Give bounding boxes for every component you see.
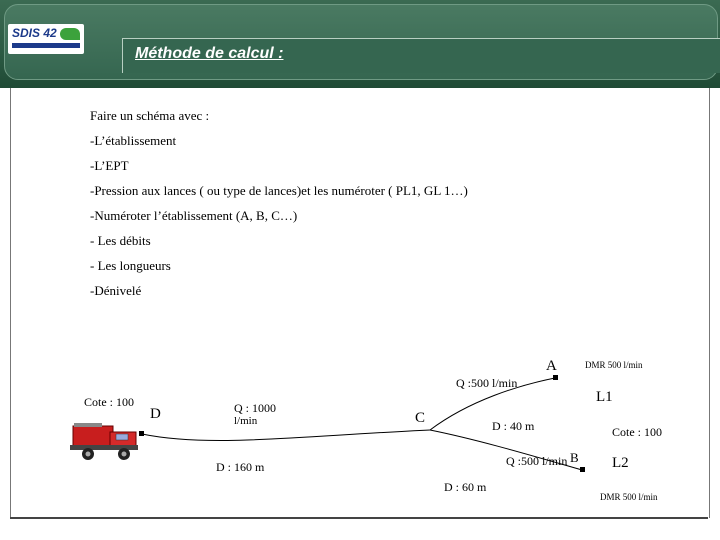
point-d-label: D xyxy=(150,406,161,422)
dmr-b-label: DMR 500 l/min xyxy=(600,492,658,502)
point-c-label: C xyxy=(415,410,426,426)
logo-text: SDIS 42 xyxy=(12,26,57,40)
list-item: -L’établissement xyxy=(90,133,177,148)
list-item: -Pression aux lances ( ou type de lances)et les numéroter ( PL1, GL 1…) xyxy=(90,183,468,198)
page-title: Méthode de calcul : xyxy=(135,45,284,62)
cote-right: Cote : 100 xyxy=(612,425,662,439)
cote-left: Cote : 100 xyxy=(84,395,134,409)
list-item: - Les débits xyxy=(90,233,151,248)
l2-label: L2 xyxy=(612,455,629,471)
list-item: -Numéroter l’établissement (A, B, C…) xyxy=(90,208,298,223)
point-a-label: A xyxy=(546,358,557,374)
nozzle-b xyxy=(580,467,585,472)
truck-connector xyxy=(139,431,144,436)
d-a-label: D : 40 m xyxy=(492,419,535,433)
fire-truck-icon xyxy=(70,423,138,460)
l1-label: L1 xyxy=(596,389,613,405)
list-item: -Dénivelé xyxy=(90,283,142,298)
list-item: Faire un schéma avec : xyxy=(90,108,210,123)
list-item: -L’EPT xyxy=(90,158,129,173)
q-main-label: Q : 1000 xyxy=(234,401,276,415)
q-a-label: Q :500 l/min xyxy=(456,376,518,390)
d-b-label: D : 60 m xyxy=(444,480,487,494)
d-main-label: D : 160 m xyxy=(216,460,265,474)
dmr-a-label: DMR 500 l/min xyxy=(585,360,643,370)
point-b-label: B xyxy=(570,450,579,465)
main-hose-line xyxy=(142,430,430,441)
q-main-unit: l/min xyxy=(234,415,258,427)
q-b-label: Q :500 l/min xyxy=(506,454,568,468)
list-item: - Les longueurs xyxy=(90,258,171,273)
nozzle-a xyxy=(553,375,558,380)
